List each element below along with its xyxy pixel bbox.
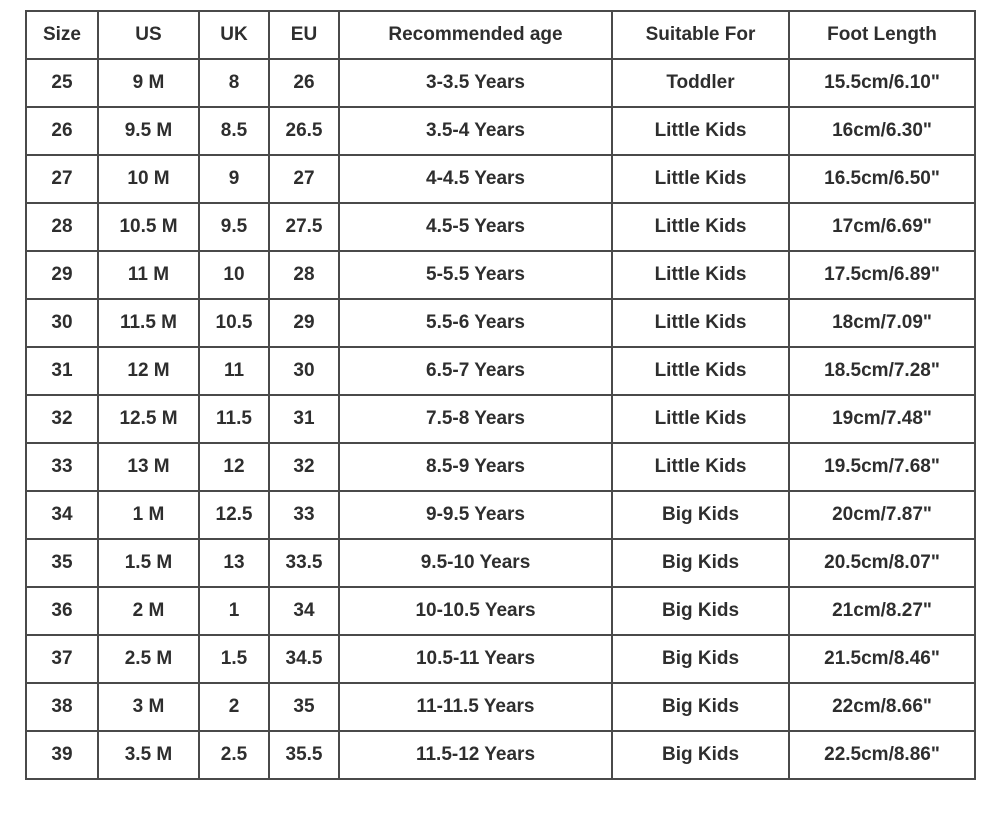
size-cell: 32 (26, 395, 98, 443)
table-row (26, 107, 975, 155)
header-suitable-for: Suitable For (612, 11, 789, 59)
size-cell: 39 (26, 731, 98, 779)
eu-cell: 29 (269, 299, 339, 347)
us-cell: 12 M (98, 347, 199, 395)
suitable-for-cell: Big Kids (612, 635, 789, 683)
eu-cell: 30 (269, 347, 339, 395)
us-cell: 3 M (98, 683, 199, 731)
table-row (26, 203, 975, 251)
size-chart-table (25, 10, 976, 780)
suitable-for-cell: Big Kids (612, 587, 789, 635)
suitable-for-cell: Little Kids (612, 443, 789, 491)
size-cell: 29 (26, 251, 98, 299)
eu-cell: 35 (269, 683, 339, 731)
uk-cell: 2.5 (199, 731, 269, 779)
age-cell: 7.5-8 Years (339, 395, 612, 443)
age-cell: 5-5.5 Years (339, 251, 612, 299)
header-recommended-age: Recommended age (339, 11, 612, 59)
suitable-for-cell: Big Kids (612, 731, 789, 779)
foot-length-cell: 21cm/8.27" (789, 587, 975, 635)
age-cell: 11.5-12 Years (339, 731, 612, 779)
uk-cell: 11 (199, 347, 269, 395)
foot-length-cell: 21.5cm/8.46" (789, 635, 975, 683)
uk-cell: 1 (199, 587, 269, 635)
uk-cell: 8 (199, 59, 269, 107)
age-cell: 9.5-10 Years (339, 539, 612, 587)
size-cell: 28 (26, 203, 98, 251)
uk-cell: 9.5 (199, 203, 269, 251)
us-cell: 9.5 M (98, 107, 199, 155)
table-row (26, 59, 975, 107)
uk-cell: 10.5 (199, 299, 269, 347)
suitable-for-cell: Big Kids (612, 491, 789, 539)
uk-cell: 9 (199, 155, 269, 203)
foot-length-cell: 20cm/7.87" (789, 491, 975, 539)
table-row (26, 731, 975, 779)
size-cell: 33 (26, 443, 98, 491)
table-row (26, 539, 975, 587)
uk-cell: 11.5 (199, 395, 269, 443)
suitable-for-cell: Little Kids (612, 251, 789, 299)
foot-length-cell: 22.5cm/8.86" (789, 731, 975, 779)
size-cell: 34 (26, 491, 98, 539)
us-cell: 13 M (98, 443, 199, 491)
eu-cell: 27 (269, 155, 339, 203)
suitable-for-cell: Little Kids (612, 347, 789, 395)
us-cell: 9 M (98, 59, 199, 107)
us-cell: 11 M (98, 251, 199, 299)
table-row (26, 395, 975, 443)
age-cell: 3.5-4 Years (339, 107, 612, 155)
uk-cell: 1.5 (199, 635, 269, 683)
us-cell: 2 M (98, 587, 199, 635)
suitable-for-cell: Big Kids (612, 539, 789, 587)
eu-cell: 33.5 (269, 539, 339, 587)
foot-length-cell: 22cm/8.66" (789, 683, 975, 731)
foot-length-cell: 17cm/6.69" (789, 203, 975, 251)
eu-cell: 31 (269, 395, 339, 443)
uk-cell: 8.5 (199, 107, 269, 155)
suitable-for-cell: Big Kids (612, 683, 789, 731)
age-cell: 4.5-5 Years (339, 203, 612, 251)
foot-length-cell: 15.5cm/6.10" (789, 59, 975, 107)
foot-length-cell: 19.5cm/7.68" (789, 443, 975, 491)
eu-cell: 28 (269, 251, 339, 299)
table-row (26, 347, 975, 395)
size-cell: 37 (26, 635, 98, 683)
size-cell: 26 (26, 107, 98, 155)
eu-cell: 26.5 (269, 107, 339, 155)
size-cell: 27 (26, 155, 98, 203)
table-row (26, 683, 975, 731)
size-cell: 36 (26, 587, 98, 635)
eu-cell: 33 (269, 491, 339, 539)
eu-cell: 27.5 (269, 203, 339, 251)
foot-length-cell: 16cm/6.30" (789, 107, 975, 155)
eu-cell: 35.5 (269, 731, 339, 779)
us-cell: 3.5 M (98, 731, 199, 779)
header-size: Size (26, 11, 98, 59)
us-cell: 11.5 M (98, 299, 199, 347)
size-cell: 38 (26, 683, 98, 731)
eu-cell: 32 (269, 443, 339, 491)
age-cell: 5.5-6 Years (339, 299, 612, 347)
table-body (26, 59, 975, 779)
us-cell: 12.5 M (98, 395, 199, 443)
eu-cell: 34 (269, 587, 339, 635)
size-cell: 25 (26, 59, 98, 107)
header-uk: UK (199, 11, 269, 59)
header-row (26, 11, 975, 59)
suitable-for-cell: Little Kids (612, 107, 789, 155)
uk-cell: 10 (199, 251, 269, 299)
us-cell: 1.5 M (98, 539, 199, 587)
age-cell: 10-10.5 Years (339, 587, 612, 635)
table-row (26, 155, 975, 203)
us-cell: 2.5 M (98, 635, 199, 683)
size-cell: 31 (26, 347, 98, 395)
table-row (26, 443, 975, 491)
age-cell: 10.5-11 Years (339, 635, 612, 683)
uk-cell: 12 (199, 443, 269, 491)
age-cell: 3-3.5 Years (339, 59, 612, 107)
suitable-for-cell: Little Kids (612, 395, 789, 443)
age-cell: 11-11.5 Years (339, 683, 612, 731)
us-cell: 10.5 M (98, 203, 199, 251)
table-row (26, 299, 975, 347)
uk-cell: 13 (199, 539, 269, 587)
suitable-for-cell: Little Kids (612, 203, 789, 251)
header-us: US (98, 11, 199, 59)
header-eu: EU (269, 11, 339, 59)
foot-length-cell: 20.5cm/8.07" (789, 539, 975, 587)
size-cell: 30 (26, 299, 98, 347)
age-cell: 9-9.5 Years (339, 491, 612, 539)
us-cell: 10 M (98, 155, 199, 203)
age-cell: 8.5-9 Years (339, 443, 612, 491)
foot-length-cell: 16.5cm/6.50" (789, 155, 975, 203)
table-row (26, 635, 975, 683)
foot-length-cell: 18cm/7.09" (789, 299, 975, 347)
uk-cell: 2 (199, 683, 269, 731)
table-row (26, 491, 975, 539)
foot-length-cell: 19cm/7.48" (789, 395, 975, 443)
age-cell: 6.5-7 Years (339, 347, 612, 395)
foot-length-cell: 17.5cm/6.89" (789, 251, 975, 299)
suitable-for-cell: Toddler (612, 59, 789, 107)
table-row (26, 587, 975, 635)
age-cell: 4-4.5 Years (339, 155, 612, 203)
header-foot-length: Foot Length (789, 11, 975, 59)
eu-cell: 26 (269, 59, 339, 107)
table-row (26, 251, 975, 299)
suitable-for-cell: Little Kids (612, 299, 789, 347)
uk-cell: 12.5 (199, 491, 269, 539)
us-cell: 1 M (98, 491, 199, 539)
size-cell: 35 (26, 539, 98, 587)
eu-cell: 34.5 (269, 635, 339, 683)
suitable-for-cell: Little Kids (612, 155, 789, 203)
foot-length-cell: 18.5cm/7.28" (789, 347, 975, 395)
